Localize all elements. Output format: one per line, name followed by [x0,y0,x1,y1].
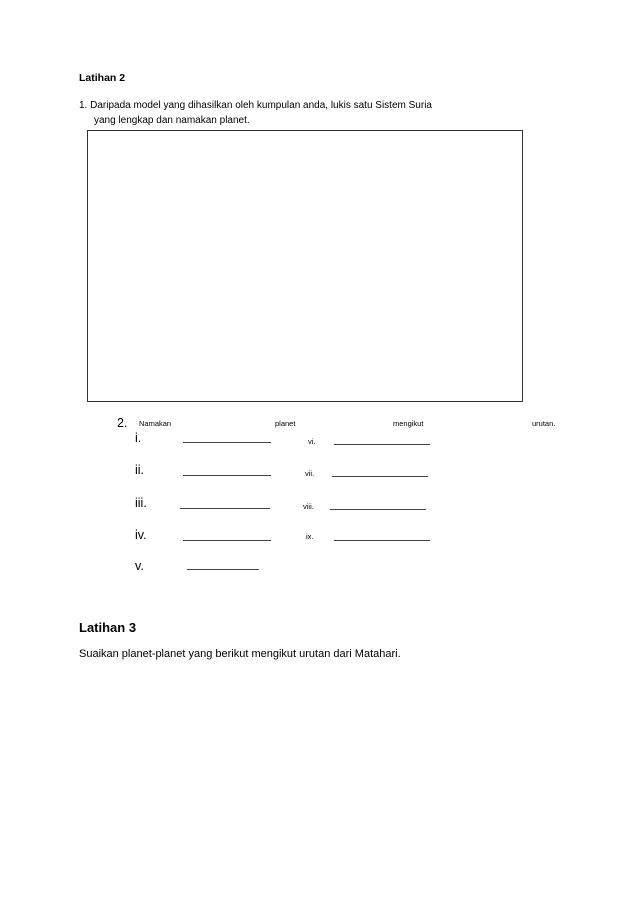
answer-line-vii [332,476,428,477]
answer-line-iv [183,540,271,541]
item-label-vii: vii. [305,469,315,478]
item-label-viii: viii. [303,502,314,511]
item-label-v: v. [135,559,144,573]
item-label-vi: vi. [308,437,316,446]
drawing-box [87,130,523,402]
item-label-ix: ix. [306,532,314,541]
question-1-line-1: 1. Daripada model yang dihasilkan oleh kumpulan anda, lukis satu Sistem Suria [79,100,432,111]
question-2-word-urutan: urutan. [532,419,556,428]
latihan-3-heading: Latihan 3 [79,620,137,635]
item-label-i: i. [135,431,142,445]
item-label-iv: iv. [135,528,147,542]
answer-line-viii [330,509,426,510]
answer-line-i [183,442,271,443]
question-2-word-namakan: Namakan [139,419,172,428]
answer-line-iii [180,508,270,509]
question-1-line-2: yang lengkap dan namakan planet. [94,115,250,126]
answer-line-v [187,569,259,570]
item-label-ii: ii. [135,463,145,477]
answer-line-ix [334,540,430,541]
latihan-3-instruction: Suaikan planet-planet yang berikut mengikut urutan dari Matahari. [79,648,401,660]
answer-line-ii [183,475,271,476]
question-2-word-mengikut: mengikut [393,419,424,428]
item-label-iii: iii. [135,496,147,510]
answer-line-vi [334,444,430,445]
latihan-2-heading: Latihan 2 [79,72,126,84]
question-2-number: 2. [117,416,128,430]
question-2-word-planet: planet [275,419,296,428]
